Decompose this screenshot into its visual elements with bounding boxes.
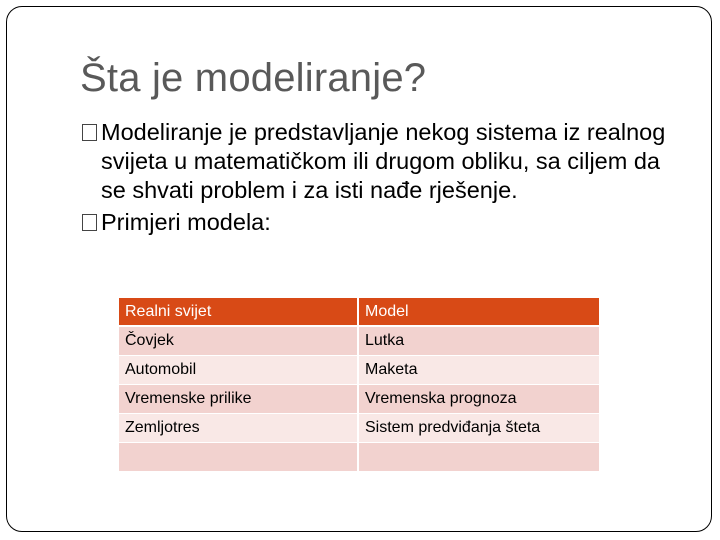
table-cell: Čovjek bbox=[119, 327, 359, 356]
bullet-list bbox=[82, 118, 682, 240]
table-cell: Sistem predviđanja šteta bbox=[359, 414, 599, 443]
bullet-box-icon bbox=[82, 214, 97, 231]
table-cell bbox=[119, 443, 359, 472]
model-examples-table bbox=[119, 298, 599, 472]
bullet-box-icon bbox=[82, 124, 97, 141]
table-cell: Vremenske prilike bbox=[119, 385, 359, 414]
table-row bbox=[119, 356, 599, 385]
slide-title: Šta je modeliranje? bbox=[80, 56, 427, 100]
table-cell: Zemljotres bbox=[119, 414, 359, 443]
table-cell: Lutka bbox=[359, 327, 599, 356]
table-row bbox=[119, 385, 599, 414]
table-row bbox=[119, 443, 599, 472]
table-cell: Vremenska prognoza bbox=[359, 385, 599, 414]
table-row bbox=[119, 327, 599, 356]
table-cell: Maketa bbox=[359, 356, 599, 385]
bullet-definition bbox=[82, 118, 682, 205]
table-header-row bbox=[119, 298, 599, 327]
bullet-text: Primjeri modela: bbox=[101, 209, 271, 235]
bullet-examples bbox=[82, 208, 682, 237]
bullet-text: Modeliranje je predstavljanje nekog sistema iz realnog svijeta u matematičkom ili drugom obliku, sa ciljem da se shvati problem i za isti nađe rješenje. bbox=[101, 119, 666, 203]
table-row bbox=[119, 414, 599, 443]
header-model: Model bbox=[359, 298, 599, 327]
table-cell bbox=[359, 443, 599, 472]
table-cell: Automobil bbox=[119, 356, 359, 385]
header-real-world: Realni svijet bbox=[119, 298, 359, 327]
